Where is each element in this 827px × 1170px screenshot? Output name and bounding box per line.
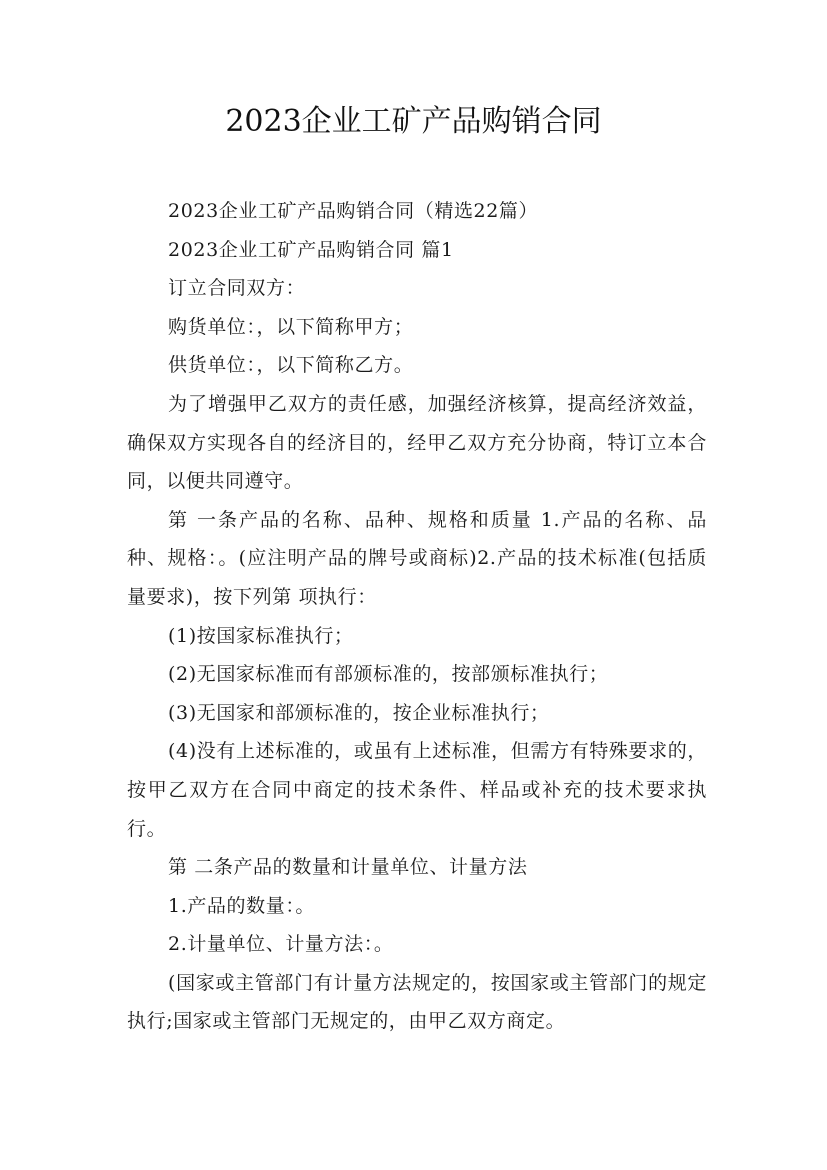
paragraph-quantity: 1.产品的数量：。 bbox=[168, 894, 316, 917]
paragraph-measurement-note: (国家或主管部门有计量方法规定的，按国家或主管部门的规定执行;国家或主管部门无规定的，由甲乙双方商定。 bbox=[127, 971, 707, 1033]
paragraph-standard-1: (1)按国家标准执行； bbox=[168, 624, 354, 647]
paragraph-supplier: 供货单位：，以下简称乙方。 bbox=[168, 354, 414, 377]
paragraph-purpose: 为了增强甲乙双方的责任感，加强经济核算，提高经济效益，确保双方实现各自的经济目的，经甲乙双方充分协商，特订立本合同，以便共同遵守。 bbox=[127, 392, 707, 493]
paragraph-subtitle: 2023企业工矿产品购销合同（精选22篇） bbox=[168, 200, 539, 222]
paragraph-article-2: 第 二条产品的数量和计量单位、计量方法 bbox=[168, 856, 528, 879]
paragraph-standard-4: (4)没有上述标准的，或虽有上述标准，但需方有特殊要求的，按甲乙双方在合同中商定的技术条件、样品或补充的技术要求执行。 bbox=[127, 740, 707, 840]
paragraph-section-heading: 2023企业工矿产品购销合同 篇1 bbox=[168, 238, 454, 261]
paragraph-standard-2: (2)无国家标准而有部颁标准的，按部颁标准执行； bbox=[168, 663, 609, 686]
paragraph-article-1: 第 一条产品的名称、品种、规格和质量 1.产品的名称、品种、规格：。(应注明产品的牌号或商标)2.产品的技术标准(包括质量要求)，按下列第 项执行： bbox=[127, 508, 707, 608]
document-body bbox=[127, 192, 707, 1041]
document-title: 2023企业工矿产品购销合同 bbox=[225, 104, 602, 139]
paragraph-unit-method: 2.计量单位、计量方法：。 bbox=[168, 933, 394, 956]
paragraph-parties-intro: 订立合同双方： bbox=[168, 277, 306, 300]
paragraph-standard-3: (3)无国家和部颁标准的，按企业标准执行； bbox=[168, 701, 550, 724]
paragraph-buyer: 购货单位：，以下简称甲方； bbox=[168, 315, 414, 338]
